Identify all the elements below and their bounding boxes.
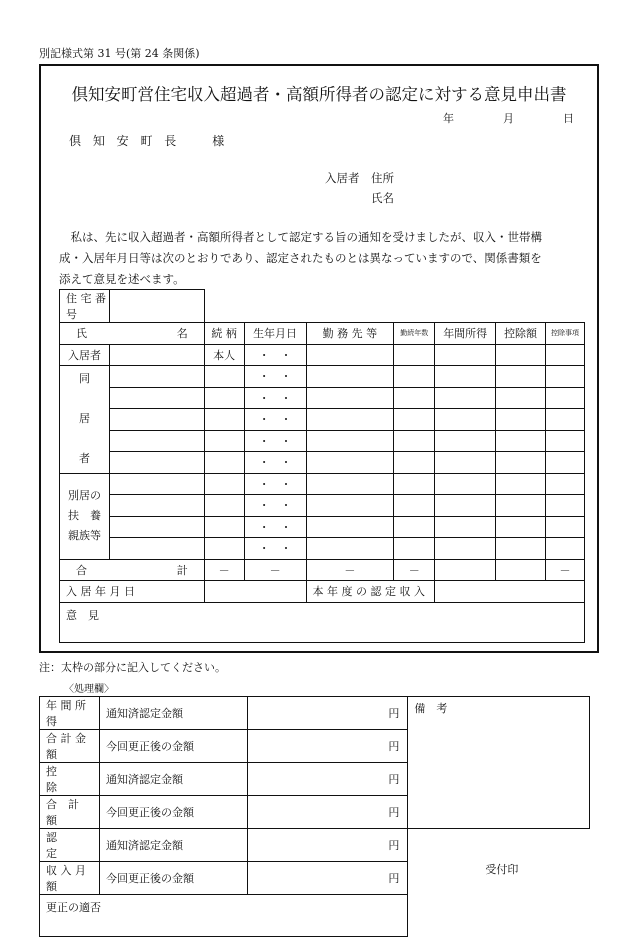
move-in-date-field[interactable]	[204, 581, 306, 603]
dob-header: 生年月日	[244, 323, 306, 345]
annual-income-header: 年間所得	[435, 323, 496, 345]
total-row	[60, 559, 585, 581]
opinion-field[interactable]: 意 見	[60, 602, 585, 642]
date-year: 年	[443, 112, 454, 125]
date-month: 月	[503, 112, 514, 125]
recognized-income-label: 本 年 度 の 認 定 収 入	[306, 581, 435, 603]
received-seal-area: 受付印	[408, 829, 590, 895]
recognized-income-field[interactable]	[435, 581, 585, 603]
table-row: 合 計 金 額 今回更正後の金額 円	[40, 730, 590, 763]
resident-label: 入居者	[60, 344, 110, 366]
household-table	[59, 289, 585, 643]
relation-header: 続 柄	[204, 323, 244, 345]
move-in-date-label: 入 居 年 月 日	[60, 581, 205, 603]
remarks-field[interactable]: 備 考	[408, 697, 590, 829]
table-row: ・ ・	[60, 430, 585, 452]
total-income-field[interactable]	[435, 559, 496, 581]
form-frame	[39, 64, 599, 653]
resident-address-label: 入居者 住所	[325, 171, 394, 185]
table-row: ・ ・	[60, 516, 585, 538]
years-header: 勤続年数	[394, 323, 435, 345]
housing-no-label: 住 宅 番 号	[60, 290, 110, 323]
total-deduction-field[interactable]	[496, 559, 546, 581]
total-dash: －	[546, 559, 585, 581]
table-row: ・ ・	[60, 452, 585, 474]
processing-table	[39, 696, 590, 937]
statement-line-2: 成・入居年月日等は次のとおりであり、認定されたものとは異なっていますので、関係書類を	[59, 251, 542, 265]
table-row: 同 居 者 ・ ・	[60, 366, 585, 388]
name-header-2: 名	[176, 327, 188, 341]
table-row: 合 計 額 今回更正後の金額 円	[40, 796, 590, 829]
date-day: 日	[563, 112, 574, 125]
deduction-items-header: 控除事項	[546, 323, 585, 345]
table-row: 控 除 通知済認定金額 円	[40, 763, 590, 796]
deduction-header: 控除額	[496, 323, 546, 345]
resident-name-label: 氏名	[371, 191, 394, 205]
total-dash: －	[306, 559, 394, 581]
total-dash: －	[244, 559, 306, 581]
table-row: ・ ・	[60, 538, 585, 560]
note: 注：太枠の部分に記入してください。	[39, 661, 226, 674]
processing-header: 〈処理欄〉	[64, 684, 114, 695]
statement-line-1: 私は、先に収入超過者・高額所得者として認定する旨の通知を受けましたが、収入・世帯構	[70, 230, 542, 244]
total-label: 合 計	[60, 559, 205, 581]
table-row: ・ ・	[60, 495, 585, 517]
table-row: 収 入 月 額 今回更正後の金額 円	[40, 862, 590, 895]
total-dash: －	[394, 559, 435, 581]
form-reference: 別記様式第 31 号(第 24 条関係)	[39, 47, 200, 60]
housing-no-field[interactable]	[109, 290, 204, 323]
addressee: 倶 知 安 町 長 様	[69, 134, 229, 148]
table-row: 年 間 所 得 通知済認定金額 円 備 考	[40, 697, 590, 730]
separate-dependents-label: 別居の 扶 養 親族等	[60, 473, 110, 559]
table-row: ・ ・	[60, 409, 585, 431]
correction-field[interactable]: 更正の適否	[40, 895, 408, 937]
table-row: ・ ・	[60, 387, 585, 409]
table-row: 認 定 通知済認定金額 円 受付印	[40, 829, 590, 862]
relation-self: 本人	[204, 344, 244, 366]
document-title: 倶知安町営住宅収入超過者・高額所得者の認定に対する意見申出書	[71, 85, 567, 104]
name-header	[60, 323, 205, 345]
name-header-1: 氏	[76, 327, 87, 341]
statement-line-3: 添えて意見を述べます。	[59, 272, 185, 286]
statement	[59, 227, 583, 290]
workplace-header: 勤 務 先 等	[306, 323, 394, 345]
cohabitant-label: 同 居 者	[60, 366, 110, 474]
table-row: 別居の 扶 養 親族等 ・ ・	[60, 473, 585, 495]
total-dash: －	[204, 559, 244, 581]
table-row: 入居者 本人 ・ ・	[60, 344, 585, 366]
